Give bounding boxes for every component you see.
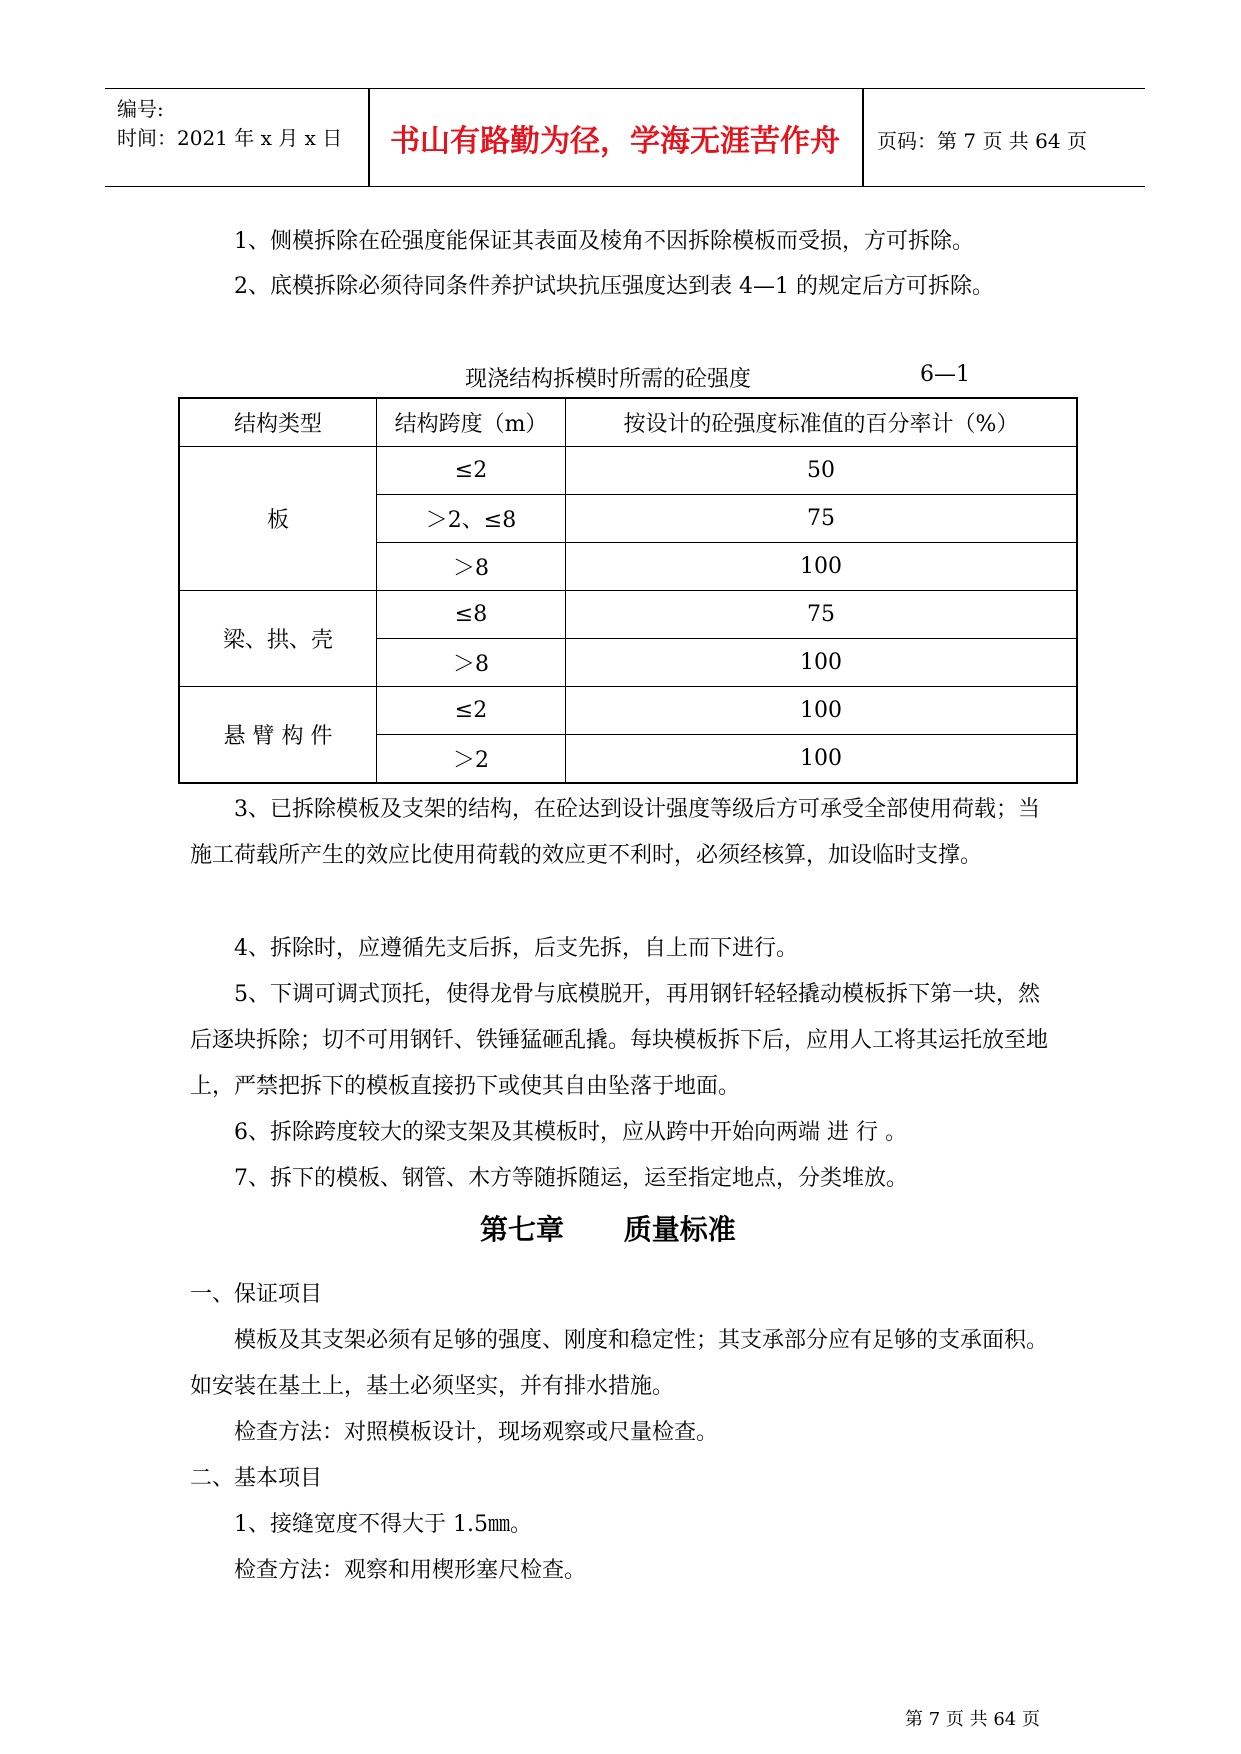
- percent-cell: 100: [566, 735, 1078, 784]
- page-footer: 第 7 页 共 64 页: [905, 1709, 1040, 1730]
- percent-cell: 75: [566, 591, 1078, 639]
- section-heading: 一、保证项目: [190, 1282, 323, 1307]
- paragraph: 检查方法：对照模板设计，现场观察或尺量检查。: [234, 1420, 719, 1445]
- chapter-title: 第七章 质量标准: [480, 1213, 736, 1246]
- paragraph: 检查方法：观察和用楔形塞尺检查。: [234, 1558, 587, 1583]
- header-divider: [368, 89, 370, 186]
- percent-cell: 75: [566, 495, 1078, 543]
- structure-type-cell: 板: [179, 447, 377, 591]
- percent-cell: 100: [566, 639, 1078, 687]
- header-meta: [117, 95, 342, 153]
- doc-time-label: 时间：2021 年 x 月 x 日: [117, 126, 343, 150]
- table-row: [179, 591, 1077, 639]
- percent-cell: 50: [566, 447, 1078, 495]
- paragraph: 3、已拆除模板及支架的结构，在砼达到设计强度等级后方可承受全部使用荷载；当施工荷载所产生的效应比使用荷载的效应更不利时，必须经核算，加设临时支撑。: [190, 797, 1040, 868]
- table-header-row: [179, 398, 1077, 447]
- table-header-cell: 结构跨度（m）: [377, 398, 566, 447]
- percent-cell: 100: [566, 687, 1078, 735]
- paragraph: 4、拆除时，应遵循先支后拆，后支先拆，自上而下进行。: [234, 936, 798, 961]
- table-header-cell: 结构类型: [179, 398, 377, 447]
- paragraph: 2、底模拆除必须待同条件养护试块抗压强度达到表 4—1 的规定后方可拆除。: [234, 274, 994, 299]
- table-number: 6—1: [920, 362, 970, 387]
- header-motto: 书山有路勤为径，学海无涯苦作舟: [390, 124, 840, 159]
- percent-cell: 100: [566, 543, 1078, 591]
- span-cell: ＞8: [377, 639, 566, 687]
- paragraph: 7、拆下的模板、钢管、木方等随拆随运，运至指定地点，分类堆放。: [234, 1166, 908, 1191]
- section-heading: 二、基本项目: [190, 1466, 323, 1491]
- table-header-cell: 按设计的砼强度标准值的百分率计（%）: [566, 398, 1078, 447]
- paragraph: 1、侧模拆除在砼强度能保证其表面及棱角不因拆除模板而受损，方可拆除。: [234, 229, 974, 254]
- paragraph: 模板及其支架必须有足够的强度、刚度和稳定性；其支承部分应有足够的支承面积。如安装在基土上，基土必须坚实，并有排水措施。: [190, 1328, 1049, 1399]
- span-cell: ＞2: [377, 735, 566, 784]
- span-cell: ≤2: [377, 447, 566, 495]
- table-row: [179, 447, 1077, 495]
- span-cell: ≤2: [377, 687, 566, 735]
- strength-table: [178, 397, 1078, 784]
- doc-number-label: 编号:: [117, 97, 164, 121]
- table-row: [179, 687, 1077, 735]
- structure-type-cell: 悬 臂 构 件: [179, 687, 377, 784]
- page-header: [105, 88, 1145, 187]
- paragraph: 5、下调可调式顶托，使得龙骨与底模脱开，再用钢钎轻轻撬动模板拆下第一块，然后逐块拆除；切不可用钢钎、铁锤猛砸乱撬。每块模板拆下后，应用人工将其运托放至地上，严禁把拆下的模板直接扔下或使其自由坠落于地面。: [190, 982, 1049, 1099]
- table-caption: 现浇结构拆模时所需的砼强度: [465, 367, 752, 392]
- span-cell: ＞8: [377, 543, 566, 591]
- span-cell: ≤8: [377, 591, 566, 639]
- header-page-label: 页码：第 7 页 共 64 页: [877, 129, 1087, 153]
- header-divider: [862, 89, 864, 186]
- structure-type-cell: 梁、拱、壳: [179, 591, 377, 687]
- paragraph: 1、接缝宽度不得大于 1.5㎜。: [234, 1512, 532, 1537]
- paragraph: 6、拆除跨度较大的梁支架及其模板时，应从跨中开始向两端 进 行 。: [234, 1120, 907, 1145]
- span-cell: ＞2、≤8: [377, 495, 566, 543]
